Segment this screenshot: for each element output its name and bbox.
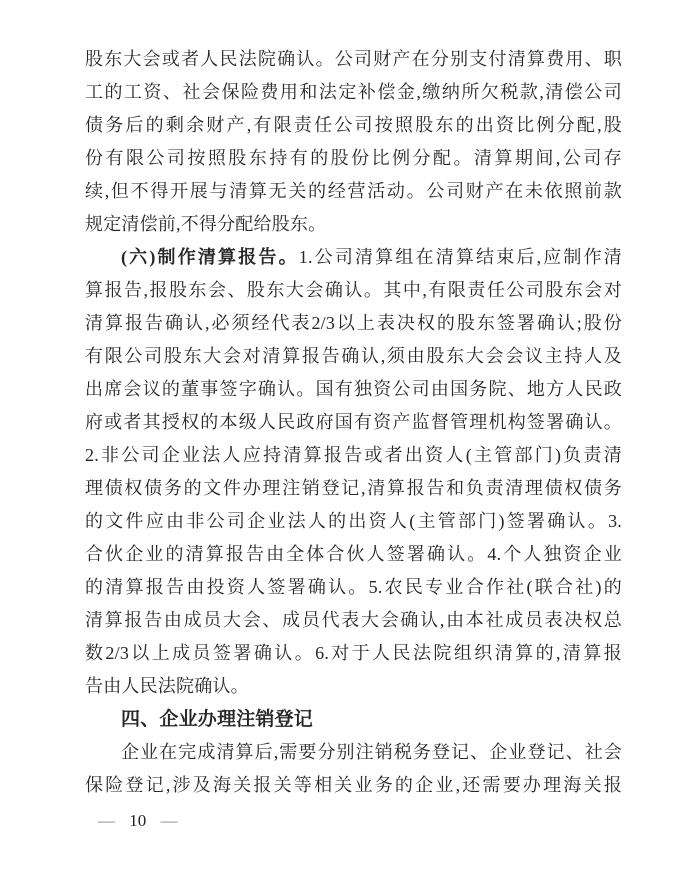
document-text: [85, 43, 622, 802]
text-run: 告由人民法院确认。: [85, 676, 249, 696]
text-run: 工的工资、社会保险费用和法定补偿金,缴纳所欠税款,清偿公司: [85, 82, 622, 102]
text-run: 清算报告由成员大会、成员代表大会确认,由本社成员表决权总: [85, 610, 622, 630]
text-run: 规定清偿前,不得分配给股东。: [85, 214, 327, 234]
text-run: 企业在完成清算后,需要分别注销税务登记、企业登记、社会: [121, 742, 622, 762]
text-run: 的清算报告由投资人签署确认。5.农民专业合作社(联合社)的: [85, 577, 622, 597]
page-number: 10: [129, 811, 147, 830]
text-run: 1.公司清算组在清算结束后,应制作清: [298, 247, 622, 267]
text-run: 份有限公司按照股东持有的股份比例分配。清算期间,公司存: [85, 148, 622, 168]
footer-dash-left: —: [98, 811, 115, 830]
text-line: [85, 307, 622, 340]
text-line: [85, 142, 622, 175]
text-run: 出席会议的董事签字确认。国有独资公司由国务院、地方人民政: [85, 379, 622, 399]
text-line: [85, 604, 622, 637]
text-run: 数2/3以上成员签署确认。6.对于人民法院组织清算的,清算报: [85, 643, 622, 663]
text-run: 合伙企业的清算报告由全体合伙人签署确认。4.个人独资企业: [85, 544, 622, 564]
text-run: 四、企业办理注销登记: [121, 709, 314, 730]
text-run: 续,但不得开展与清算无关的经营活动。公司财产在未依照前款: [85, 181, 622, 201]
text-line: [85, 43, 622, 76]
text-line: [85, 175, 622, 208]
text-run: 股东大会或者人民法院确认。公司财产在分别支付清算费用、职: [85, 49, 622, 69]
text-line: [85, 505, 622, 538]
text-line: [85, 76, 622, 109]
text-run: 理债权债务的文件办理注销登记,清算报告和负责清理债权债务: [85, 478, 622, 498]
text-line: [85, 538, 622, 571]
text-line: [85, 439, 622, 472]
text-line: [85, 472, 622, 505]
text-line: [85, 571, 622, 604]
page-footer: [96, 809, 180, 833]
text-line: [85, 241, 622, 274]
text-line: [85, 208, 622, 241]
text-line: [85, 736, 622, 769]
subsection-heading: (六)制作清算报告。: [121, 247, 299, 267]
text-run: 债务后的剩余财产,有限责任公司按照股东的出资比例分配,股: [85, 115, 622, 135]
text-line: [85, 109, 622, 142]
text-line: [85, 406, 622, 439]
text-run: 有限公司股东大会对清算报告确认,须由股东大会会议主持人及: [85, 346, 622, 366]
text-line: [85, 769, 622, 802]
text-line: [85, 373, 622, 406]
text-run: 清算报告确认,必须经代表2/3以上表决权的股东签署确认;股份: [85, 313, 622, 333]
section-heading: [85, 703, 622, 736]
text-run: 保险登记,涉及海关报关等相关业务的企业,还需要办理海关报: [85, 775, 622, 795]
text-run: 2.非公司企业法人应持清算报告或者出资人(主管部门)负责清: [85, 445, 622, 465]
text-line: [85, 340, 622, 373]
footer-dash-right: —: [160, 811, 178, 830]
text-run: 府或者其授权的本级人民政府国有资产监督管理机构签署确认。: [85, 412, 622, 432]
text-line: [85, 670, 622, 703]
text-run: 的文件应由非公司企业法人的出资人(主管部门)签署确认。3.: [85, 511, 622, 531]
text-run: 算报告,报股东会、股东大会确认。其中,有限责任公司股东会对: [85, 280, 622, 300]
text-line: [85, 274, 622, 307]
text-line: [85, 637, 622, 670]
